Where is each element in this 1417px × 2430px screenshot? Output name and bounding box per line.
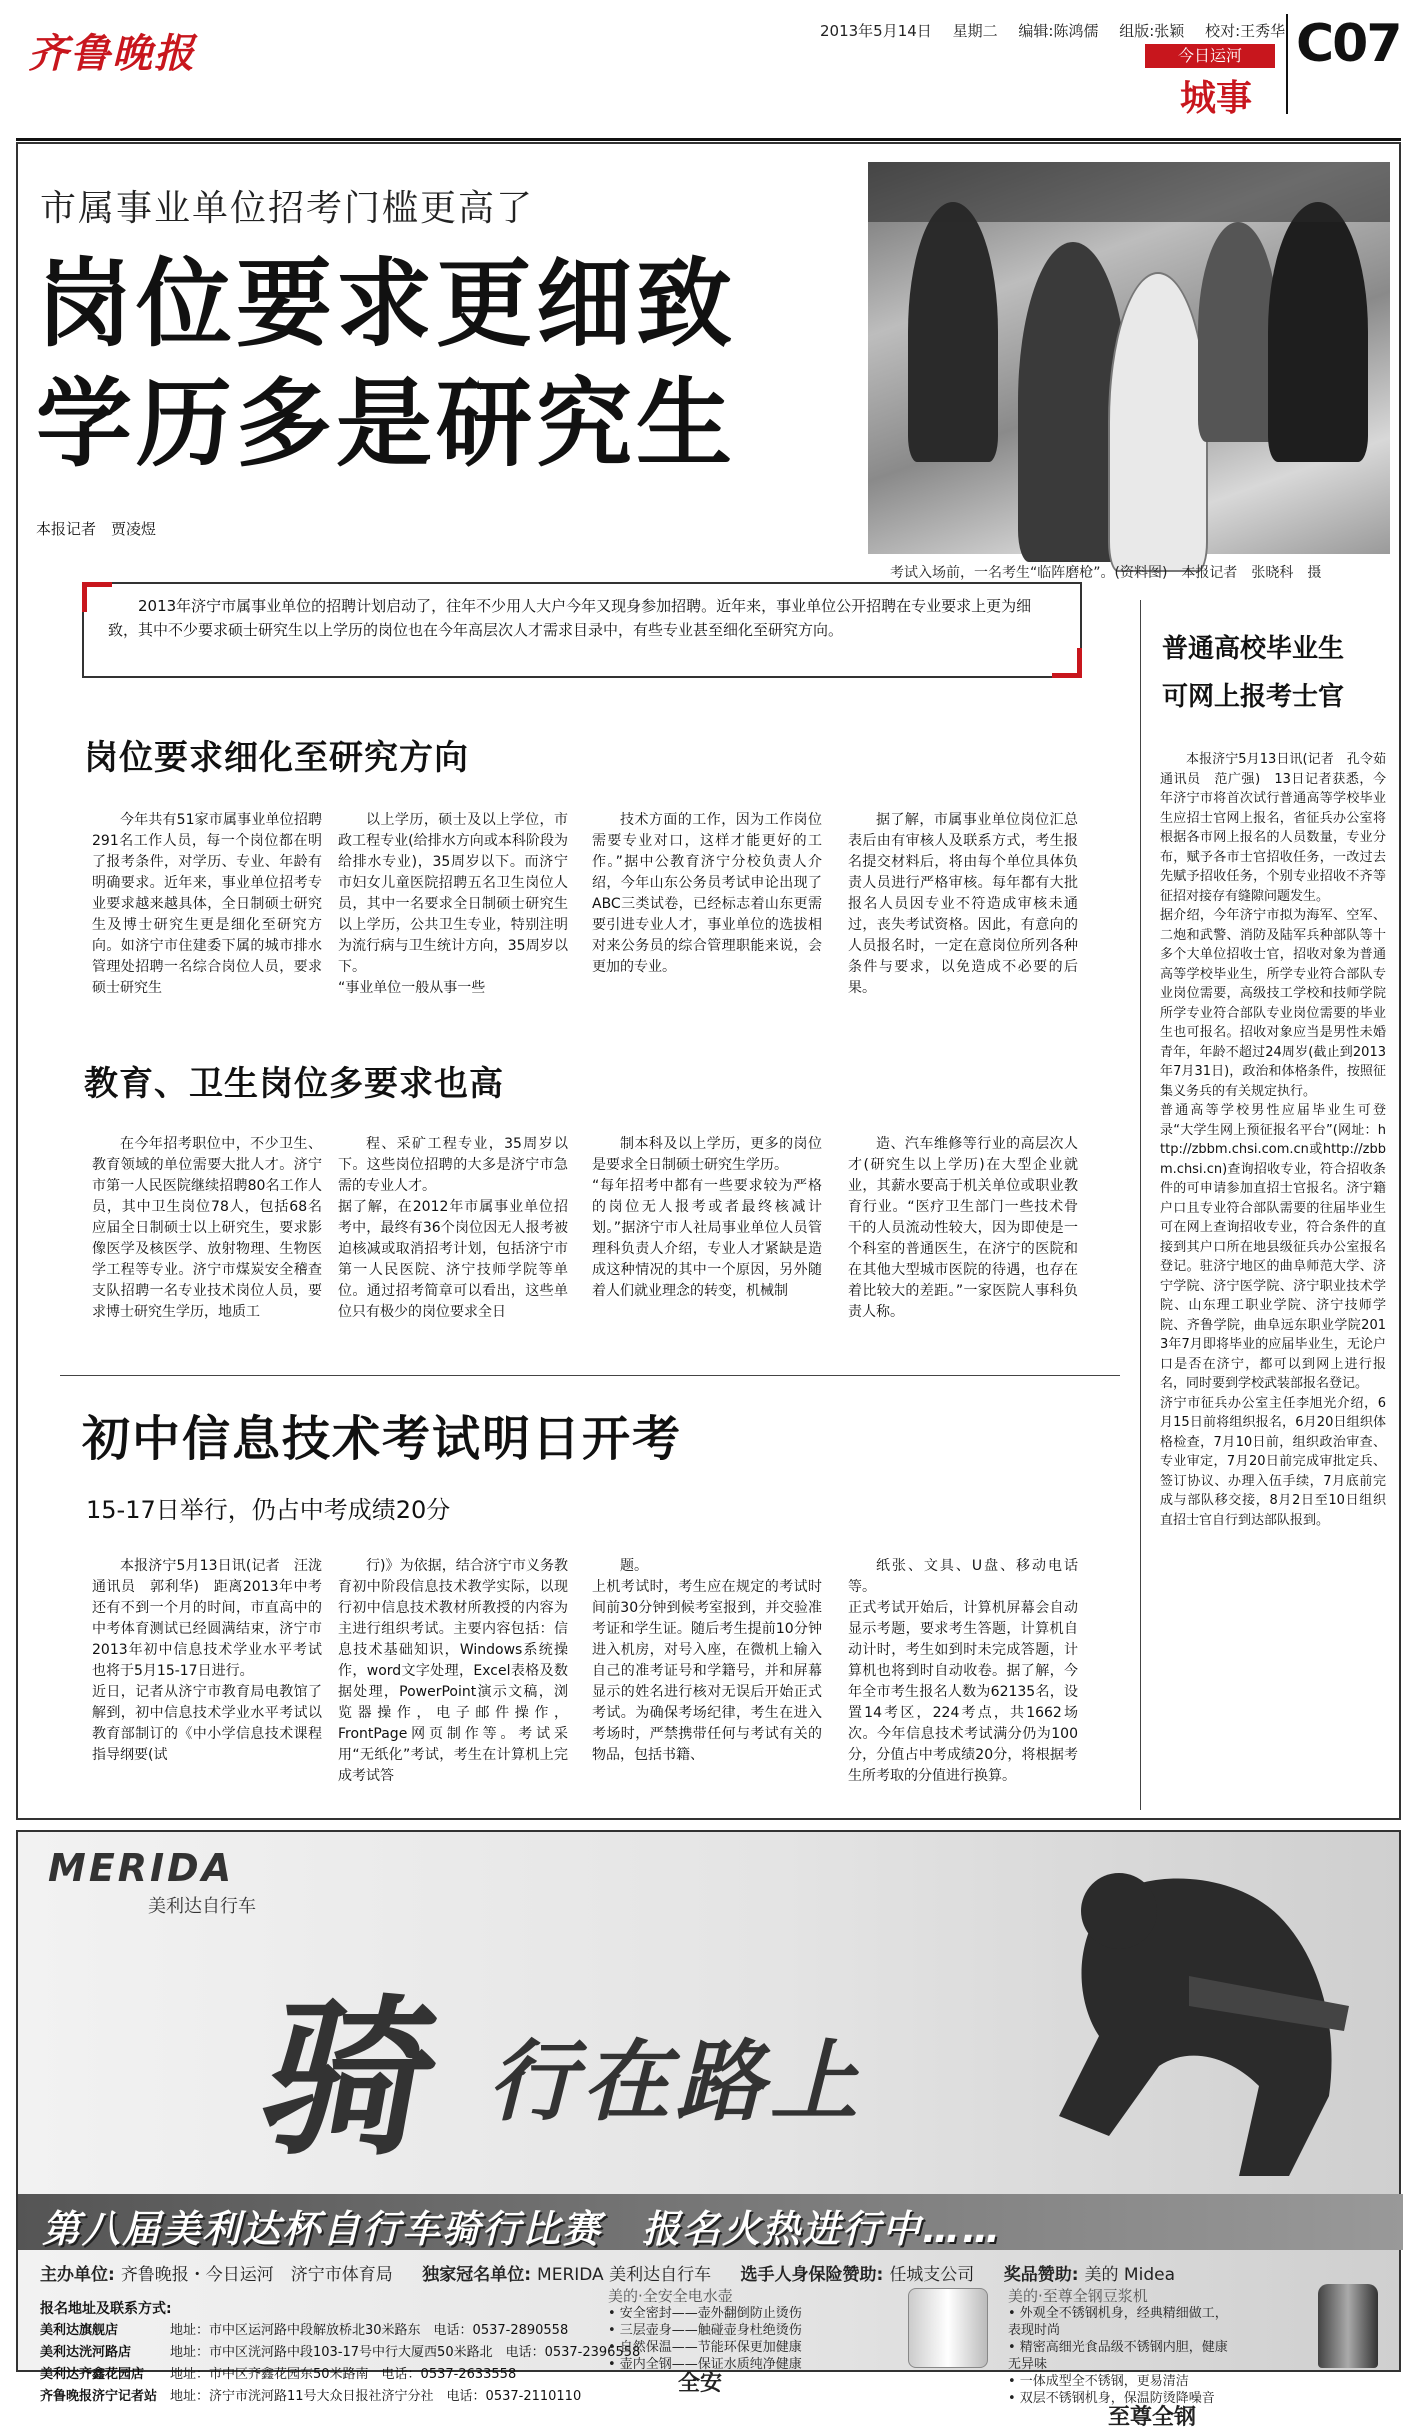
section-divider: [60, 1375, 1120, 1376]
body-column: [592, 1134, 822, 1354]
product-name: 全安: [678, 2371, 723, 2396]
address-name: 美利达洸河路店: [40, 2345, 132, 2360]
address-detail: 地址：市中区运河路中段解放桥北30米路东 电话：0537-2890558: [170, 2323, 569, 2338]
ad-banner-text: 第八届美利达杯自行车骑行比赛 报名火热进行中……: [42, 2207, 1003, 2251]
body-paragraph: 今年共有51家市属事业单位招聘291名工作人员，每一个岗位都在明了报考条件，对学历、专业、年龄有明确要求。近年来，事业单位招考专业要求越来越具体，全日制硕士研究生及博士研究生更是细化至研究方向。如济宁市住建委下属的城市排水管理处招聘一名综合岗位人员，要求硕士研究生: [92, 812, 322, 996]
photo-figure: [1268, 202, 1368, 462]
ad-address-list: [40, 2298, 640, 2408]
ad-brand-logo: MERIDA: [48, 1846, 235, 1890]
product-title: 美的·至尊全钢豆浆机: [1008, 2287, 1148, 2305]
host-label: 主办单位:: [40, 2265, 115, 2285]
body-paragraph: 以上学历，硕士及以上学位，市政工程专业(给排水方向或本科阶段为给排水专业)，35周岁以下。而济宁市妇女儿童医院招聘五名卫生岗位人员，其中一名要求全日制硕士研究生以上学历，公共卫生专业，特别注明为流行病与卫生统计方向，35周岁以下。 “事业单位一般从事一些: [338, 812, 568, 996]
address-name: 美利达齐鑫花园店: [40, 2367, 145, 2382]
photo-caption: 考试入场前，一名考生“临阵磨枪”。(资料图) 本报记者 张晓科 摄: [890, 565, 1322, 581]
photo-figure: [1198, 222, 1278, 442]
body-column: [592, 1556, 822, 1806]
address-row: [40, 2342, 640, 2364]
channel-badge: 今日运河: [1145, 44, 1275, 68]
product-feature: • 壶内全钢——保证水质纯净健康: [608, 2357, 802, 2372]
body-column: [92, 1556, 322, 1806]
product-feature: • 三层壶身——触碰壶身杜绝烫伤: [608, 2323, 802, 2338]
product-feature: • 一体成型全不锈钢，更易清洁: [1008, 2374, 1189, 2389]
top-rule: [16, 138, 1401, 141]
prize-label: 奖品赞助:: [1003, 2265, 1079, 2285]
product-title: 美的·全安全电水壶: [608, 2287, 733, 2305]
article3-title: 初中信息技术考试明日开考: [82, 1411, 683, 1467]
body-paragraph: 本报济宁5月13日讯(记者 汪泷 通讯员 郭利华) 距离2013年中考还有不到一个月的时间，市直高中的中考体育测试已经圆满结束，济宁市2013年初中信息技术学业水平考试也将于5月15-17日进行。 近日，记者从济宁市教育局电教馆了解到，初中信息技术学业水平考试以教育部制订的《中小学信息技术课程指导纲要(试: [92, 1558, 322, 1763]
article1-kicker: 市属事业单位招考门槛更高了: [40, 188, 535, 229]
address-name: 美利达旗舰店: [40, 2323, 119, 2338]
subhead-1: 岗位要求细化至研究方向: [84, 738, 469, 778]
body-column: [338, 1556, 568, 1806]
issue-meta: [820, 20, 1301, 41]
article1-byline: 本报记者 贾凌煜: [36, 520, 157, 538]
cyclist-silhouette-icon: [989, 1856, 1369, 2196]
body-column: [848, 810, 1078, 1040]
address-name: 齐鲁晚报济宁记者站: [40, 2389, 158, 2404]
product-feature: • 自然保温——节能环保更加健康: [608, 2340, 802, 2355]
body-paragraph: 制本科及以上学历，更多的岗位是要求全日制硕士研究生学历。 “每年招考中都有一些要求较为严格的岗位无人报考或者最终核减计划。”据济宁市人社局事业单位人员管理科负责人介绍，专业人才紧缺是造成这种情况的其中一个原因，另外随着人们就业理念的转变，机械制: [592, 1136, 822, 1299]
body-paragraph: 造、汽车维修等行业的高层次人才(研究生以上学历)在大型企业就业，其薪水要高于机关单位或职业教育行业。“医疗卫生部门一些技术骨干的人员流动性较大，因为即使是一个科室的普通医生，在济宁的医院和在其他大型城市医院的待遇，也存在着比较大的差距。”一家医院人事科负责人称。: [848, 1136, 1078, 1320]
kettle-image: [908, 2288, 988, 2368]
body-paragraph: 行)》为依据，结合济宁市义务教育初中阶段信息技术教学实际，以现行初中信息技术教材所教授的内容为主进行组织考试。主要内容包括：信息技术基础知识，Windows系统操作，word文字处理，Excel表格及数据处理，PowerPoint演示文稿，浏览器操作，电子邮件操作，FrontPage网页制作等。考试采用“无纸化”考试，考生在计算机上完成考试答: [338, 1558, 568, 1784]
host-value: 齐鲁晚报・今日运河 济宁市体育局: [120, 2265, 393, 2285]
ad-big-character: 骑: [247, 1979, 454, 2179]
insurance-label: 选手人身保险赞助:: [740, 2265, 884, 2285]
body-paragraph: 纸张、文具、U盘、移动电话等。 正式考试开始后，计算机屏幕会自动显示考题，要求考生答题，计算机自动计时，考生如到时未完成答题，计算机也将到时自动收卷。据了解，今年全市考生报名人数为62135名，设置14考区，224考点，共1662场次。今年信息技术考试满分仍为100分，分值占中考成绩20分，将根据考生所考取的分值进行换算。: [848, 1558, 1078, 1784]
lead-text: 2013年济宁市属事业单位的招聘计划启动了，往年不少用人大户今年又现身参加招聘。近年来，事业单位公开招聘在专业要求上更为细致，其中不少要求硕士研究生以上学历的岗位也在今年高层次人才需求目录中，有些专业甚至细化至研究方向。: [108, 597, 1032, 639]
address-row: [40, 2320, 640, 2342]
issue-date: 2013年5月14日: [820, 22, 932, 40]
headline-line-2: 学历多是研究生: [36, 367, 736, 480]
title-sponsor-value: MERIDA 美利达自行车: [537, 2265, 712, 2285]
body-column: [92, 1134, 322, 1354]
lead-box-corner: [82, 582, 112, 612]
photo-background-crowd: [868, 162, 1390, 222]
body-column: [338, 810, 568, 1040]
address-heading: 报名地址及联系方式:: [40, 2301, 172, 2317]
address-detail: 地址：市中区齐鑫花园东50米路南 电话：0537-2633558: [170, 2367, 517, 2382]
sidebar-body: [1160, 750, 1386, 1800]
section-name: 城事: [1180, 77, 1253, 119]
body-paragraph: 题。 上机考试时，考生应在规定的考试时间前30分钟到候考室报到，并交验准考证和学生证。随后考生提前10分钟进入机房，对号入座，在微机上输入自己的准考证号和学籍号，并和屏幕显示的姓名进行核对无误后开始正式考试。为确保考场纪律，考生在进入考场时，严禁携带任何与考试有关的物品，包括书籍、: [592, 1558, 822, 1763]
prize-value: 美的 Midea: [1084, 2265, 1175, 2285]
insurance-value: 任城支公司: [889, 2265, 975, 2285]
product-feature: • 安全密封——壶外翻倒防止烫伤: [608, 2306, 802, 2321]
sidebar-divider: [1140, 600, 1141, 1810]
address-detail: 地址：市中区洸河路中段103-17号中行大厦西50米路北 电话：0537-2396558: [170, 2345, 641, 2360]
product-name: 至尊全钢: [1108, 2405, 1197, 2430]
product-kettle-info: [608, 2287, 818, 2396]
article1-headline: [36, 244, 736, 484]
body-paragraph: 在今年招考职位中，不少卫生、教育领域的单位需要大批人才。济宁市第一人民医院继续招聘80名工作人员，其中卫生岗位78人，包括68名应届全日制硕士以上研究生，要求影像医学及核医学、放射物理、生物医学工程等专业。济宁市煤炭安全稽查支队招聘一名专业技术岗位人员，要求博士研究生学历，地质工: [92, 1136, 322, 1320]
article3-subtitle: 15-17日举行，仍占中考成绩20分: [86, 1496, 451, 1524]
body-column: [592, 810, 822, 1040]
ad-sponsors: [40, 2260, 1175, 2285]
headline-line-1: 岗位要求更细致: [36, 247, 736, 360]
address-row: [40, 2364, 640, 2386]
page-number-divider: [1286, 14, 1288, 114]
lead-box: [82, 582, 1082, 678]
photo-figure: [1108, 272, 1208, 572]
body-column: [848, 1556, 1078, 1806]
page-number: C07: [1296, 14, 1401, 74]
issue-weekday: 星期二: [952, 22, 998, 40]
title-sponsor-label: 独家冠名单位:: [422, 2265, 532, 2285]
address-row: [40, 2386, 640, 2408]
product-feature: • 精密高细光食品级不锈钢内胆，健康无异味: [1008, 2340, 1228, 2372]
body-column: [92, 810, 322, 1040]
body-paragraph: 据了解，市属事业单位岗位汇总表后由有审核人及联系方式，考生报名提交材料后，将由每个单位具体负责人员进行严格审核。每年都有大批报名人员因专业不符造成审核未通过，丧失考试资格。因此，有意向的人员报名时，一定在意岗位所列各种条件与要求，以免造成不必要的后果。: [848, 812, 1078, 996]
ad-slogan: 行在路上: [488, 2030, 865, 2133]
body-paragraph: 技术方面的工作，因为工作岗位需要专业对口，这样才能更好的工作。”据中公教育济宁分校负责人介绍，今年山东公务员考试申论出现了ABC三类试卷，已经标志着山东更需要引进专业人才，事业单位的选拔相对来公务员的综合管理职能来说，会更加的专业。: [592, 812, 822, 975]
body-column: [848, 1134, 1078, 1354]
sidebar-title-line-1: 普通高校毕业生: [1162, 634, 1345, 664]
newspaper-logo: 齐鲁晚报: [28, 30, 196, 77]
product-feature: • 双层不锈钢机身，保温防烫降噪音: [1008, 2391, 1215, 2406]
product-feature: • 外观全不锈钢机身，经典精细做工，表现时尚: [1008, 2306, 1228, 2338]
merida-advertisement: [16, 1830, 1401, 2430]
product-soymilk-info: [1008, 2287, 1238, 2430]
news-photo: [868, 162, 1390, 554]
address-detail: 地址：济宁市洸河路11号大众日报社济宁分社 电话：0537-2110110: [170, 2389, 582, 2404]
ad-brand-cn: 美利达自行车: [148, 1896, 256, 1917]
sidebar-title: [1162, 625, 1392, 721]
proofreader-credit: 校对:王秀华: [1205, 22, 1286, 40]
designer-credit: 组版:张颖: [1119, 22, 1185, 40]
body-paragraph: 本报济宁5月13日讯(记者 孔令茹 通讯员 范广强) 13日记者获悉，今年济宁市将首次试行普通高等学校毕业生应招士官网上报名，省征兵办公室将根据各市网上报名的人员数量，专业分布，赋予各市士官招收任务，一改过去先赋予招收任务，个别专业招收不齐等征招对接存有缝隙问题发生。 据介绍，今年济宁市拟为海军、空军、二炮和武警、消防及陆军兵种部队等十多个大单位招收士官，招收对象为普通高等学校毕业生，所学专业符合部队专业岗位需要，高级技工学校和技师学院所学专业符合部队专业岗位需要的毕业生也可报名。招收对象应当是男性未婚青年，年龄不超过24周岁(截止到2013年7月31日)，政治和体格条件，按照征集义务兵的有关规定执行。 普通高等学校男性应届毕业生可登录“大学生网上预征报名平台”(网址：http://zbbm.chsi.com.cn或http://zbbm.chsi.cn)查询招收专业，符合招收条件的可申请参加直招士官报名。济宁籍户口且专业符合部队需要的往届毕业生可在网上查询招收专业，符合条件的直接到其户口所在地县级征兵办公室报名登记。驻济宁地区的曲阜师范大学、济宁学院、济宁医学院、济宁职业技术学院、山东理工职业学院、济宁技师学院、齐鲁学院，曲阜远东职业学院2013年7月即将毕业的应届毕业生，无论户口是否在济宁，都可以到网上进行报名，同时要到学校武装部报名登记。 济宁市征兵办公室主任李旭光介绍，6月15日前将组织报名，6月20日组织体格检查，7月10日前，组织政治审查、专业审定，7月20日前完成审批定兵、签订协议、办理入伍手续，7月底前完成与部队移交接，8月2日至10日组织直招士官自行到达部队报到。: [1160, 752, 1386, 1528]
body-column: [338, 1134, 568, 1354]
masthead: [0, 0, 1417, 130]
soymilk-maker-image: [1318, 2284, 1378, 2368]
editor-credit: 编辑:陈鸿儒: [1018, 22, 1099, 40]
body-paragraph: 程、采矿工程专业，35周岁以下。这些岗位招聘的大多是济宁市急需的专业人才。 据了解，在2012年市属事业单位招考中，最终有36个岗位因无人报考被迫核减或取消招考计划，包括济宁市第一人民医院、济宁技师学院等单位。通过招考简章可以看出，这些单位只有极少的岗位要求全日: [338, 1136, 568, 1320]
photo-figure: [908, 202, 998, 462]
lead-box-corner: [1052, 648, 1082, 678]
sidebar-title-line-2: 可网上报考士官: [1162, 682, 1345, 712]
subhead-2: 教育、卫生岗位多要求也高: [84, 1064, 504, 1104]
